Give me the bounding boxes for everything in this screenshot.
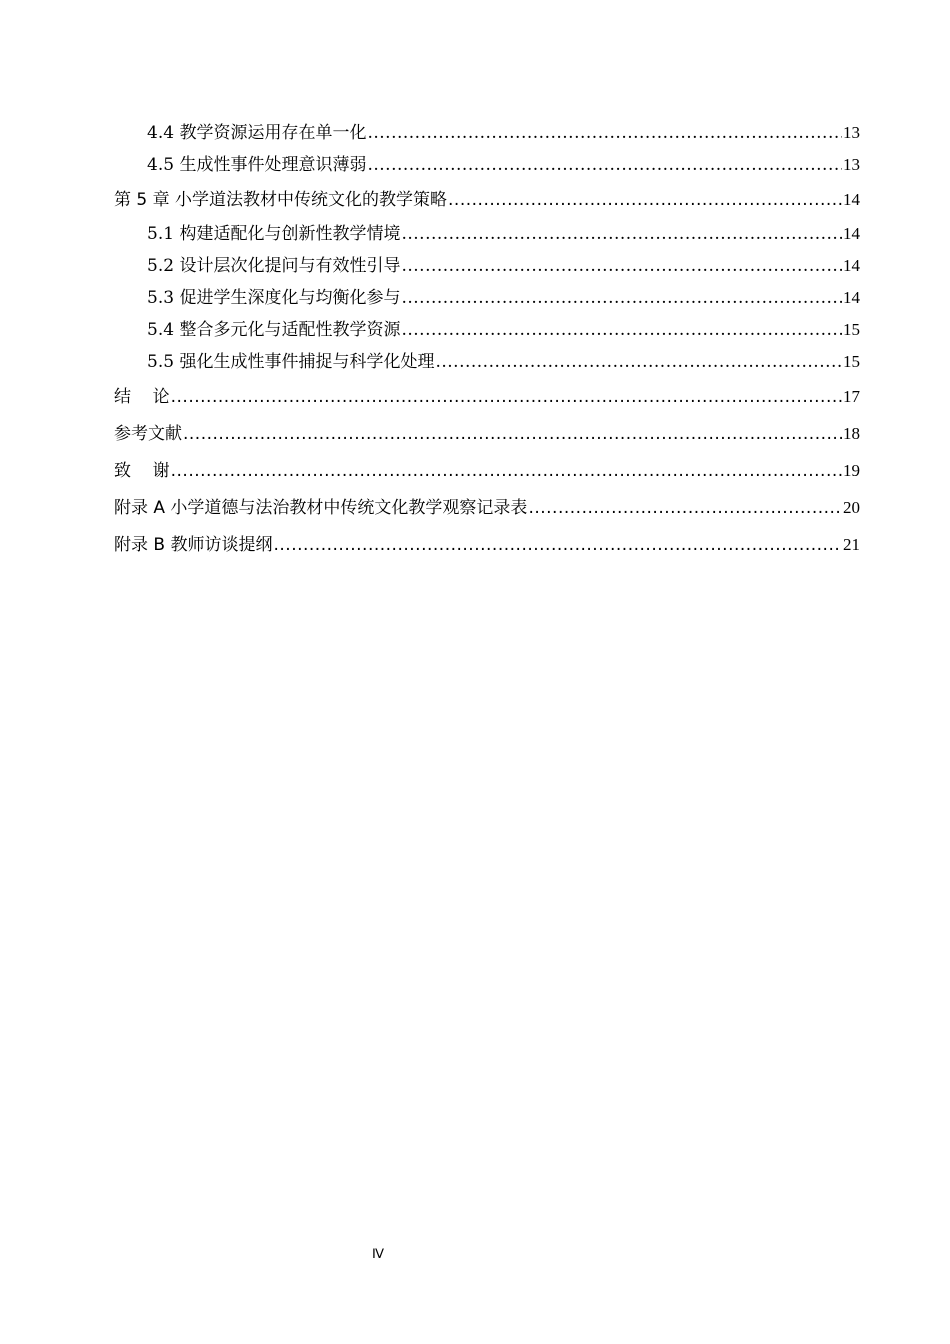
toc-entry-page: 21 [843,535,860,554]
toc-entry-label: 5.2 设计层次化提问与有效性引导 [147,256,401,276]
toc-entry-label: 结 论 [114,387,170,407]
toc-entry-label: 5.4 整合多元化与适配性教学资源 [147,320,401,340]
toc-entry-page: 17 [843,387,860,406]
toc-leader-dots [171,379,842,416]
toc-entry-page: 15 [843,352,860,371]
toc-entry-page: 13 [843,123,860,142]
toc-entry-page: 15 [843,320,860,339]
toc-leader-dots [401,282,842,314]
toc-entry[interactable] [114,346,860,378]
toc-leader-dots [171,453,842,490]
toc-entry-label: 参考文献 [114,424,182,444]
toc-entry-label: 5.5 强化生成性事件捕捉与科学化处理 [147,352,435,372]
toc-entry-label: 4.4 教学资源运用存在单一化 [147,123,367,143]
toc-leader-dots [401,218,842,250]
toc-entry-page: 18 [843,424,860,443]
toc-entry-page: 14 [843,288,860,307]
toc-leader-dots [448,182,842,219]
toc-entry-page: 19 [843,461,860,480]
toc-entry[interactable] [114,282,860,314]
page-number: Ⅳ [372,1246,384,1261]
toc-leader-dots [183,416,842,453]
toc-leader-dots [273,527,842,564]
toc-entry[interactable] [114,452,860,489]
toc-entry[interactable] [114,149,860,181]
toc-entry[interactable] [114,378,860,415]
toc-entry-page: 14 [843,190,860,209]
toc-leader-dots [435,346,842,378]
toc-entry[interactable] [114,489,860,526]
toc-leader-dots [367,117,842,149]
toc-leader-dots [367,149,842,181]
toc-entry-label: 4.5 生成性事件处理意识薄弱 [147,155,367,175]
toc-entry[interactable] [114,181,860,218]
toc-entry-page: 20 [843,498,860,517]
toc-entry[interactable] [114,526,860,563]
toc-entry-label: 第 5 章 小学道法教材中传统文化的教学策略 [114,190,448,210]
toc-entry-label: 附录 B 教师访谈提纲 [114,535,273,555]
toc-entry[interactable] [114,415,860,452]
table-of-contents [114,117,860,563]
toc-leader-dots [401,314,842,346]
toc-entry-label: 致 谢 [114,461,170,481]
toc-entry-page: 14 [843,224,860,243]
toc-entry-page: 14 [843,256,860,275]
toc-leader-dots [401,250,842,282]
toc-leader-dots [528,490,842,527]
toc-entry[interactable] [114,250,860,282]
toc-entry[interactable] [114,314,860,346]
toc-entry-page: 13 [843,155,860,174]
toc-entry-label: 附录 A 小学道德与法治教材中传统文化教学观察记录表 [114,498,528,518]
toc-entry-label: 5.1 构建适配化与创新性教学情境 [147,224,401,244]
toc-entry[interactable] [114,117,860,149]
toc-entry[interactable] [114,218,860,250]
toc-entry-label: 5.3 促进学生深度化与均衡化参与 [147,288,401,308]
